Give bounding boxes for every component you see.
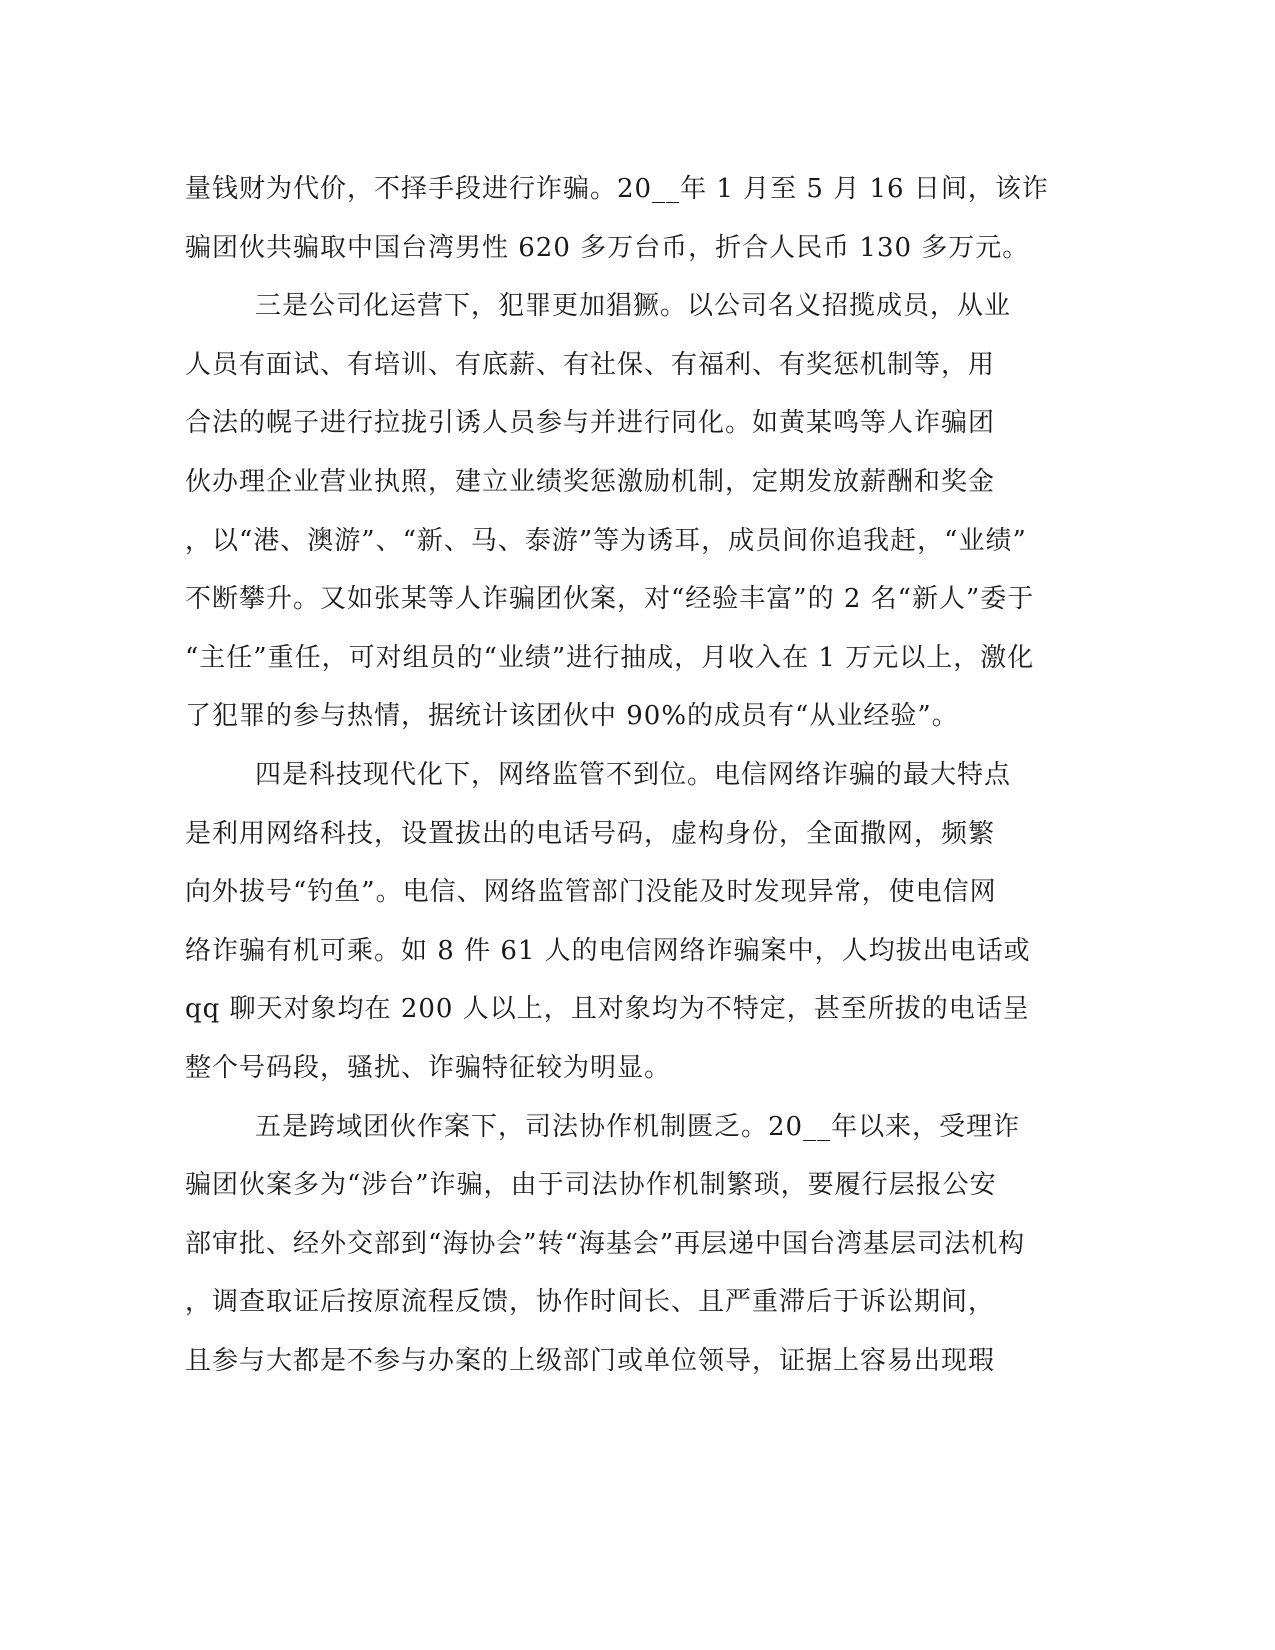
text-line: 且参与大都是不参与办案的上级部门或单位领导，证据上容易出现瑕	[185, 1345, 996, 1376]
paragraph-first-line: 五是跨域团伙作案下，司法协作机制匮乏。20__年以来，受理诈	[255, 1111, 1021, 1142]
text-line: qq 聊天对象均在 200 人以上，且对象均为不特定，甚至所拔的电话呈	[185, 994, 1030, 1025]
text-line: 整个号码段，骚扰、诈骗特征较为明显。	[185, 1052, 672, 1083]
text-line: 合法的幌子进行拉拢引诱人员参与并进行同化。如黄某鸣等人诈骗团	[185, 408, 996, 439]
text-line: 量钱财为代价，不择手段进行诈骗。20__年 1 月至 5 月 16 日间，该诈	[185, 174, 1049, 204]
paragraph-first-line: 四是科技现代化下，网络监管不到位。电信网络诈骗的最大特点	[255, 759, 1012, 790]
text-line: ，调查取证后按原流程反馈，协作时间长、且严重滞后于诉讼期间，	[185, 1287, 996, 1318]
text-line: 骗团伙共骗取中国台湾男性 620 多万台币，折合人民币 130 多万元。	[185, 232, 1030, 263]
text-line: 伙办理企业营业执照，建立业绩奖惩激励机制，定期发放薪酬和奖金	[185, 466, 996, 497]
text-line: 人员有面试、有培训、有底薪、有社保、有福利、有奖惩机制等，用	[185, 349, 996, 380]
text-line: 了犯罪的参与热情，据统计该团伙中 90%的成员有“从业经验”。	[185, 701, 959, 732]
paragraph-first-line: 三是公司化运营下，犯罪更加猖獗。以公司名义招揽成员，从业	[255, 291, 1012, 322]
text-line: 不断攀升。又如张某等人诈骗团伙案，对“经验丰富”的 2 名“新人”委于	[185, 584, 1035, 615]
text-line: 络诈骗有机可乘。如 8 件 61 人的电信网络诈骗案中，人均拔出电话或	[185, 935, 1031, 966]
text-line: 部审批、经外交部到“海协会”转“海基会”再层递中国台湾基层司法机构	[185, 1228, 1026, 1259]
text-line: ，以“港、澳游”、“新、马、泰游”等为诱耳，成员间你追我赶，“业绩”	[185, 525, 1027, 556]
text-line: 向外拔号“钓鱼”。电信、网络监管部门没能及时发现异常，使电信网	[185, 877, 997, 908]
text-line: 是利用网络科技，设置拔出的电话号码，虚构身份，全面撒网，频繁	[185, 818, 996, 849]
text-line: 骗团伙案多为“涉台”诈骗，由于司法协作机制繁琐，要履行层报公安	[185, 1170, 997, 1201]
document-body	[185, 160, 1049, 1390]
text-line: “主任”重任，可对组员的“业绩”进行抽成，月收入在 1 万元以上，激化	[185, 642, 1035, 673]
